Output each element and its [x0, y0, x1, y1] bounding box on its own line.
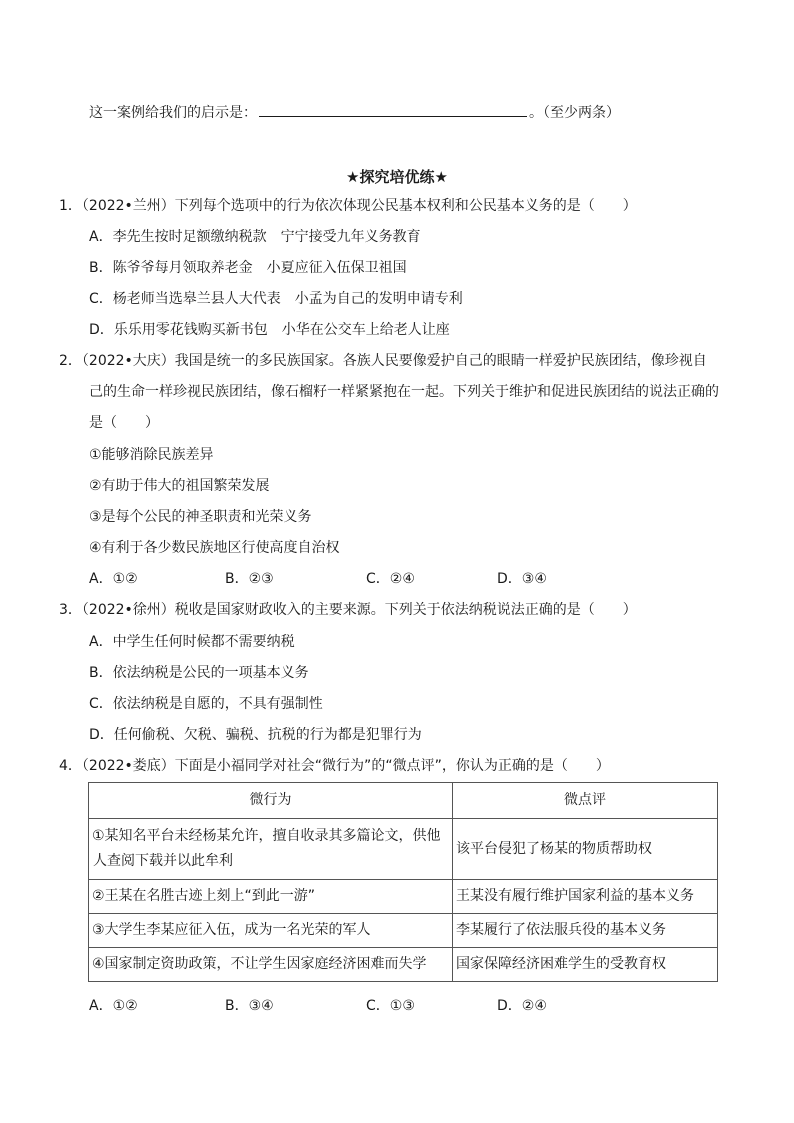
behavior-comment-table: [88, 782, 718, 982]
intro-prefix: 这一案例给我们的启示是：: [89, 105, 257, 121]
table-header-behavior: 微行为: [89, 783, 453, 819]
table-header-comment: 微点评: [453, 783, 718, 819]
choice-a[interactable]: A．①②: [89, 998, 138, 1014]
table-row: [89, 819, 718, 880]
table-cell-comment: 该平台侵犯了杨某的物质帮助权: [453, 819, 718, 880]
choice-a[interactable]: A．①②: [89, 571, 138, 587]
section-title: ★探究培优练★: [346, 168, 448, 186]
question-4: [59, 756, 610, 776]
question-number: 3．: [59, 602, 82, 618]
table-cell-behavior: [89, 819, 453, 880]
question-number: 1．: [59, 198, 82, 214]
table-row: [89, 880, 718, 914]
statement-2: ②有助于伟大的祖国繁荣发展: [89, 478, 270, 494]
choice-d[interactable]: D．②④: [497, 998, 547, 1014]
answer-blank[interactable]: [259, 102, 527, 117]
statement-3: ③是每个公民的神圣职责和光荣义务: [89, 509, 312, 525]
question-2: [59, 351, 707, 371]
option-a[interactable]: A．中学生任何时候都不需要纳税: [89, 634, 295, 650]
question-1: [59, 196, 637, 216]
option-c[interactable]: C．依法纳税是自愿的，不具有强制性: [89, 696, 323, 712]
option-c[interactable]: C．杨老师当选皋兰县人大代表 小孟为自己的发明申请专利: [89, 291, 463, 307]
table-row: [89, 914, 718, 948]
table-header-row: [89, 783, 718, 819]
option-b[interactable]: B．依法纳税是公民的一项基本义务: [89, 665, 309, 681]
option-d[interactable]: D．任何偷税、欠税、骗税、抗税的行为都是犯罪行为: [89, 727, 422, 743]
question-stem: （2022•兰州）下列每个选项中的行为依次体现公民基本权利和公民基本义务的是（ ）: [81, 198, 637, 214]
option-a[interactable]: A．李先生按时足额缴纳税款 宁宁接受九年义务教育: [89, 229, 421, 245]
table-cell-behavior: ④国家制定资助政策，不让学生因家庭经济困难而失学: [89, 948, 453, 982]
intro-line: [89, 102, 620, 123]
question-stem-line-1: （2022•大庆）我国是统一的多民族国家。各族人民要像爱护自己的眼睛一样爱护民族团结，像珍视自: [81, 353, 707, 369]
behavior-line-1: ①某知名平台未经杨某允许，擅自收录其多篇论文，供他: [92, 828, 441, 844]
choice-c[interactable]: C．①③: [366, 998, 415, 1014]
table-row: [89, 948, 718, 982]
statement-4: ④有利于各少数民族地区行使高度自治权: [89, 540, 340, 556]
table-cell-behavior: ②王某在名胜古迹上刻上“到此一游”: [89, 880, 453, 914]
option-d[interactable]: D．乐乐用零花钱购买新书包 小华在公交车上给老人让座: [89, 322, 450, 338]
choice-b[interactable]: B．②③: [225, 571, 274, 587]
table-cell-comment: 王某没有履行维护国家利益的基本义务: [453, 880, 718, 914]
table-cell-comment: 国家保障经济困难学生的受教育权: [453, 948, 718, 982]
table-cell-comment: 李某履行了依法服兵役的基本义务: [453, 914, 718, 948]
question-number: 2．: [59, 353, 82, 369]
question-stem: （2022•徐州）税收是国家财政收入的主要来源。下列关于依法纳税说法正确的是（ ）: [81, 602, 637, 618]
question-stem: （2022•娄底）下面是小福同学对社会“微行为”的“微点评”，你认为正确的是（ ）: [81, 758, 610, 774]
statement-1: ①能够消除民族差异: [89, 447, 214, 463]
choice-d[interactable]: D．③④: [497, 571, 547, 587]
behavior-line-2: 人查阅下载并以此牟利: [93, 853, 233, 869]
choice-c[interactable]: C．②④: [366, 571, 415, 587]
question-3: [59, 600, 637, 620]
question-stem-line-2: 己的生命一样珍视民族团结，像石榴籽一样紧紧抱在一起。下列关于维护和促进民族团结的说法正确的: [89, 384, 719, 400]
choice-b[interactable]: B．③④: [225, 998, 274, 1014]
table-cell-behavior: ③大学生李某应征入伍，成为一名光荣的军人: [89, 914, 453, 948]
question-stem-line-3: 是（ ）: [89, 415, 159, 431]
option-b[interactable]: B．陈爷爷每月领取养老金 小夏应征入伍保卫祖国: [89, 260, 407, 276]
intro-suffix: 。（至少两条）: [529, 105, 620, 121]
question-number: 4．: [59, 758, 82, 774]
